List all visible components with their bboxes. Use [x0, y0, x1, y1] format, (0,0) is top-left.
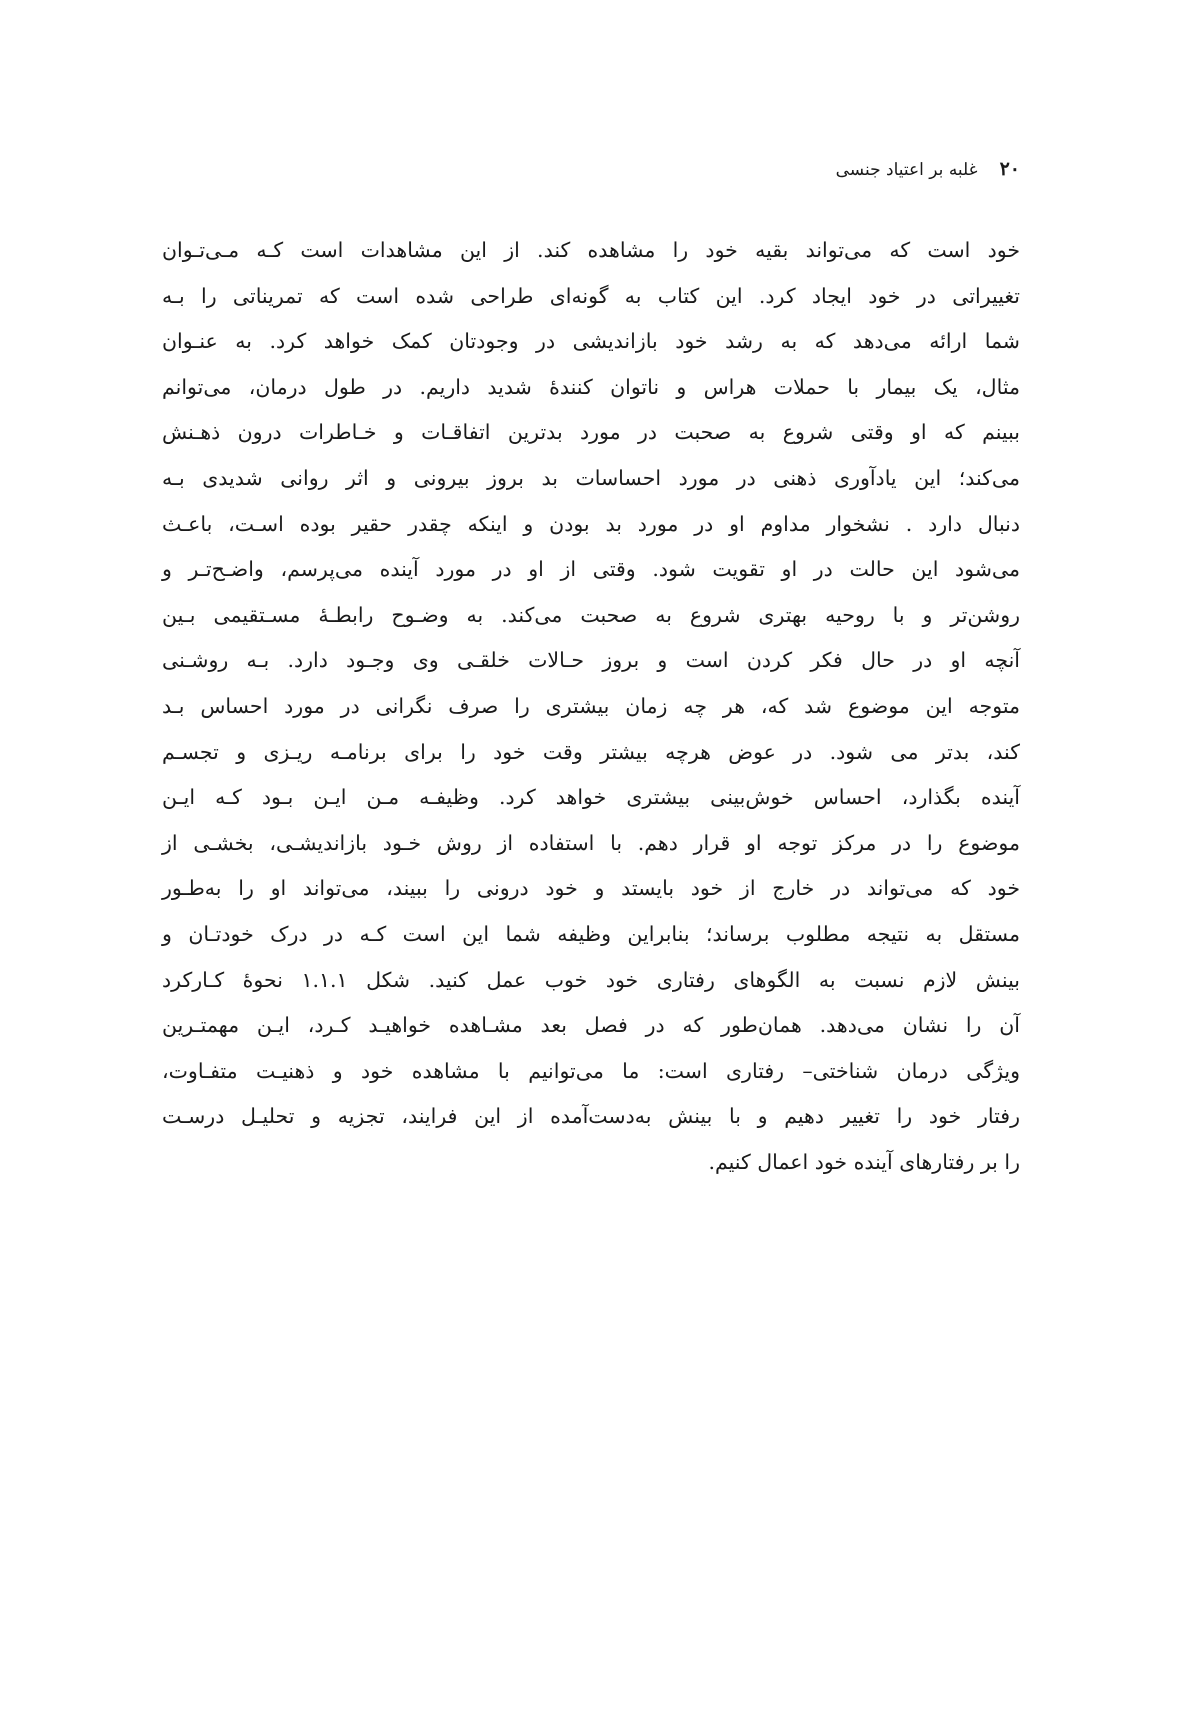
text-line: رفتار خود را تغییر دهیم و با بینش به‌دست‌آمده از این فرایند، تجزیه و تحلیـل درسـت: [162, 1104, 1020, 1129]
text-line: ویژگی درمان شناختی– رفتاری است: ما می‌توانیم با مشاهده خود و ذهنیـت متفـاوت،: [162, 1058, 1020, 1083]
text-line: می‌شود این حالت در او تقویت شود. وقتی از او در مورد آینده می‌پرسم، واضـح‌تـر و: [162, 557, 1020, 582]
text-line: آینده بگذارد، احساس خوش‌بینی بیشتری خواهد کرد. وظیفـه مـن ایـن بـود کـه ایـن: [162, 785, 1020, 810]
text-line: آن را نشان می‌دهد. همان‌طور که در فصل بعد مشـاهده خواهیـد کـرد، ایـن مهمتـرین: [162, 1013, 1020, 1038]
running-header: [836, 158, 1020, 180]
text-line: بینش لازم نسبت به الگوهای رفتاری خود خوب عمل کنید. شکل ۱.۱.۱ نحوهٔ کـارکرد: [162, 967, 1020, 992]
text-line: آنچه او در حال فکر کردن است و بروز حـالات خلقـی وی وجـود دارد. بـه روشـنی: [162, 648, 1020, 673]
text-line: خود است که می‌تواند بقیه خود را مشاهده کند. از این مشاهدات است کـه مـی‌تـوان: [162, 238, 1020, 262]
text-line: می‌کند؛ این یادآوری ذهنی در مورد احساسات بد بروز بیرونی و اثر روانی شدیدی بـه: [162, 465, 1020, 490]
text-line: خود که می‌تواند در خارج از خود بایستد و خود درونی را ببیند، می‌تواند او را به‌طـور: [162, 876, 1020, 901]
text-line: موضوع را در مرکز توجه او قرار دهم. با استفاده از روش خـود بازاندیشـی، بخشـی از: [162, 830, 1020, 855]
text-line: را بر رفتارهای آینده خود اعمال کنیم.: [708, 1149, 1020, 1174]
text-line: کند، بدتر می شود. در عوض هرچه بیشتر وقت خود را برای برنامـه ریـزی و تجسـم: [162, 739, 1020, 764]
text-line: دنبال دارد . نشخوار مداوم او در مورد بد بودن و اینکه چقدر حقیر بوده اسـت، باعـث: [162, 511, 1020, 536]
text-line: شما ارائه می‌دهد که به رشد خود بازاندیشی در وجودتان کمک خواهد کرد. به عنـوان: [162, 329, 1020, 354]
text-line: مثال، یک بیمار با حملات هراس و ناتوان کنندهٔ شدید داریم. در طول درمان، می‌توانم: [162, 374, 1020, 399]
text-line: ببینم که او وقتی شروع به صحبت در مورد بدترین اتفاقـات و خـاطرات درون ذهـنش: [162, 420, 1020, 445]
body-paragraph: [162, 228, 1020, 1185]
text-line: روشن‌تر و با روحیه بهتری شروع به صحبت می‌کند. به وضـوح رابطـهٔ مسـتقیمی بـین: [162, 602, 1020, 627]
book-title: غلبه بر اعتیاد جنسی: [835, 160, 978, 180]
text-line: مستقل به نتیجه مطلوب برساند؛ بنابراین وظیفه شما این است کـه در درک خودتـان و: [162, 921, 1020, 946]
page-number: ۲۰: [999, 158, 1020, 180]
text-line: تغییراتی در خود ایجاد کرد. این کتاب به گونه‌ای طراحی شده است که تمریناتی را بـه: [162, 283, 1020, 308]
text-line: متوجه این موضوع شد که، هر چه زمان بیشتری را صرف نگرانی در مورد احساس بـد: [162, 693, 1020, 718]
